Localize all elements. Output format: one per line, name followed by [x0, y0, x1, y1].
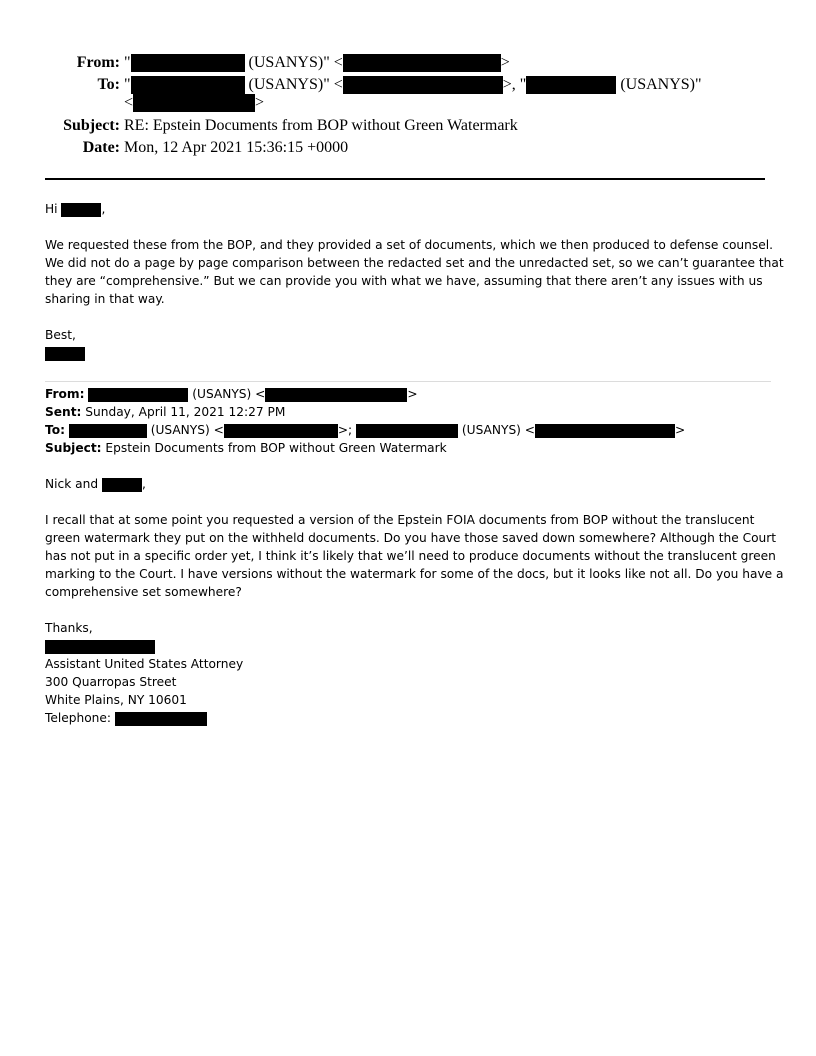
closing: Thanks,: [45, 621, 93, 635]
redaction-box: [61, 203, 101, 217]
sig-city: White Plains, NY 10601: [45, 693, 187, 707]
from-close: >: [500, 54, 510, 71]
to-quote: ": [124, 76, 131, 93]
quoted-divider: [45, 381, 771, 382]
reply-greeting: Hi ,: [45, 202, 106, 216]
redaction-box: [69, 424, 147, 438]
redaction-box: [343, 76, 503, 94]
to-separator: >, ": [502, 76, 527, 93]
redaction-box: [535, 424, 675, 438]
to-close: >: [255, 94, 265, 111]
subject-label: Subject:: [63, 117, 120, 134]
signature-block: [45, 619, 770, 727]
redaction-box: [265, 388, 407, 402]
reply-closing: Best,: [45, 326, 770, 362]
redaction-box: [356, 424, 458, 438]
redaction-box: [115, 712, 207, 726]
reply-body-line: We requested these from the BOP, and they provided a set of documents, which we then produced to defense counsel.: [45, 238, 773, 252]
original-to-row: To: (USANYS) < >; (USANYS) < >: [45, 423, 686, 437]
sig-title: Assistant United States Attorney: [45, 657, 244, 671]
reply-body-line: sharing in that way.: [45, 292, 165, 306]
from-label: From:: [76, 54, 120, 71]
to-label: To:: [97, 76, 120, 93]
redaction-box: [131, 54, 245, 72]
original-body-line: green watermark they put on the withheld documents. Do you have those saved down somewhere? Although the Court: [45, 531, 777, 545]
to-org-1: (USANYS)" <: [248, 76, 343, 93]
redaction-box: [224, 424, 338, 438]
original-sent-row: Sent: Sunday, April 11, 2021 12:27 PM: [45, 405, 286, 419]
date-label: Date:: [82, 139, 120, 156]
subject-text: RE: Epstein Documents from BOP without Green Watermark: [124, 117, 518, 134]
redaction-box: [526, 76, 616, 94]
redaction-box: [45, 347, 85, 361]
reply-body-line: We did not do a page by page comparison between the redacted set and the unredacted set, so we can’t guarantee that: [45, 256, 784, 270]
original-body-line: I recall that at some point you requested a version of the Epstein FOIA documents from BOP without the translucent: [45, 513, 755, 527]
original-from-row: From: (USANYS) < >: [45, 387, 418, 401]
original-body: [45, 511, 784, 601]
original-body-line: has not put in a specific order yet, I think it’s likely that we’ll need to produce documents without the translucent green: [45, 549, 776, 563]
original-subject-row: Subject: Epstein Documents from BOP without Green Watermark: [45, 441, 447, 455]
redaction-box: [343, 54, 501, 72]
redaction-box: [102, 478, 142, 492]
original-body-line: comprehensive set somewhere?: [45, 585, 242, 599]
reply-body: [45, 236, 784, 308]
original-greeting: Nick and ,: [45, 477, 146, 491]
from-org: (USANYS)" <: [248, 54, 343, 71]
redaction-box: [88, 388, 188, 402]
to-org-2: (USANYS)": [620, 76, 702, 93]
date-text: Mon, 12 Apr 2021 15:36:15 +0000: [124, 139, 349, 156]
reply-body-line: they are “comprehensive.” But we can provide you with what we have, assuming that there aren’t any issues with us: [45, 274, 763, 288]
redaction-box: [133, 94, 255, 112]
sig-phone: Telephone:: [45, 709, 770, 727]
header-divider: [45, 178, 765, 180]
redaction-box: [45, 640, 155, 654]
from-quote: ": [124, 54, 131, 71]
original-header: [45, 385, 770, 457]
sig-street: 300 Quarropas Street: [45, 675, 177, 689]
original-body-line: marking to the Court. I have versions without the watermark for some of the docs, but it looks like not all. Do you have a: [45, 567, 784, 581]
to-lt: <: [124, 94, 134, 111]
